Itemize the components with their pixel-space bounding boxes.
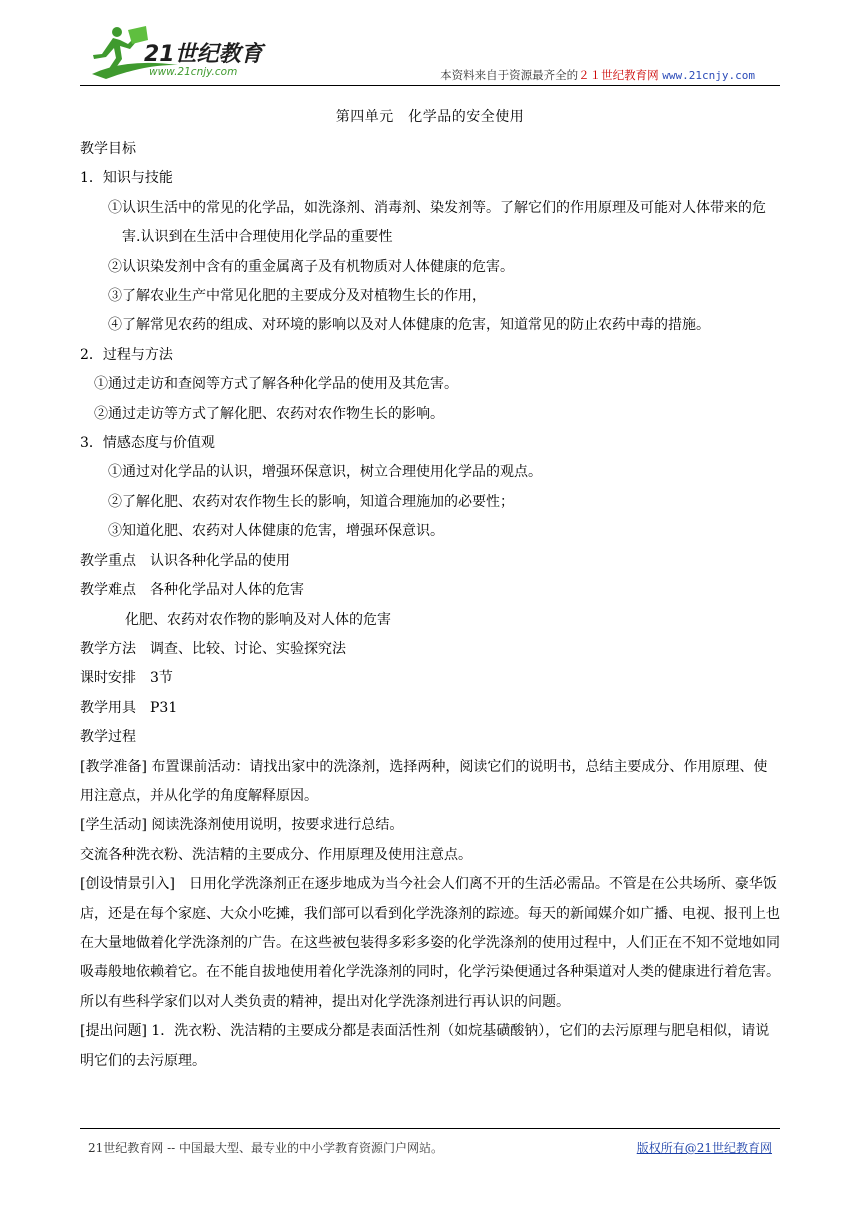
list-item: ①通过对化学品的认识，增强环保意识，树立合理使用化学品的观点。 bbox=[108, 464, 542, 481]
subsection-heading: 1．知识与技能 bbox=[80, 170, 173, 187]
copyright-link[interactable]: 版权所有@21世纪教育网 bbox=[636, 1141, 772, 1155]
difficulty-continued: 化肥、农药对农作物的影响及对人体的危害 bbox=[125, 611, 391, 628]
paragraph: [教学准备] 布置课前活动：请找出家中的洗涤剂，选择两种，阅读它们的说明书，总结主要成分、作用原理、使用注意点，并从化学的角度解释原因。 bbox=[80, 758, 768, 804]
list-item: ③了解农业生产中常见化肥的主要成分及对植物生长的作用， bbox=[108, 288, 486, 305]
paragraph: [学生活动] 阅读洗涤剂使用说明，按要求进行总结。 bbox=[80, 817, 404, 834]
difficulty: 教学难点 各种化学品对人体的危害 bbox=[80, 582, 304, 599]
header-source-note bbox=[440, 67, 755, 83]
footer-divider bbox=[80, 1128, 780, 1129]
list-item: ④了解常见农药的组成、对环境的影响以及对人体健康的危害，知道常见的防止农药中毒的措施。 bbox=[108, 317, 710, 334]
document-title: 第四单元 化学品的安全使用 bbox=[335, 109, 525, 125]
paragraph: [提出问题] 1．洗衣粉、洗洁精的主要成分都是表面活性剂（如烷基磺酸钠），它们的去污原理与肥皂相似，请说明它们的去污原理。 bbox=[80, 1023, 770, 1069]
list-item: ②了解化肥、农药对农作物生长的影响，知道合理施加的必要性； bbox=[108, 493, 514, 510]
subsection-heading: 3．情感态度与价值观 bbox=[80, 435, 215, 452]
list-item: ③知道化肥、农药对人体健康的危害，增强环保意识。 bbox=[108, 523, 444, 540]
key-point: 教学重点 认识各种化学品的使用 bbox=[80, 552, 290, 569]
svg-text:www.21cnjy.com: www.21cnjy.com bbox=[149, 66, 238, 78]
source-prefix: 本资料来自于资源最齐全的 bbox=[440, 68, 579, 82]
section-heading: 教学目标 bbox=[80, 141, 136, 157]
list-item: ①通过走访和查阅等方式了解各种化学品的使用及其危害。 bbox=[94, 376, 458, 393]
list-item: ②通过走访等方式了解化肥、农药对农作物生长的影响。 bbox=[94, 405, 444, 422]
svg-text:21世纪教育: 21世纪教育 bbox=[144, 42, 263, 67]
site-logo[interactable] bbox=[86, 24, 286, 86]
header-divider bbox=[80, 85, 780, 86]
document-body bbox=[80, 135, 780, 1076]
list-item: ①认识生活中的常见的化学品，如洗涤剂、消毒剂、染发剂等。了解它们的作用原理及可能对人体带来的危害.认识到在生活中合理使用化学品的重要性 bbox=[108, 199, 766, 246]
source-url-link[interactable]: www.21cnjy.com bbox=[662, 69, 755, 82]
class-schedule: 课时安排 3节 bbox=[80, 670, 173, 687]
section-heading: 教学过程 bbox=[80, 729, 136, 746]
list-item: ②认识染发剂中含有的重金属离子及有机物质对人体健康的危害。 bbox=[108, 258, 514, 275]
subsection-heading: 2．过程与方法 bbox=[80, 346, 173, 363]
runner-logo-icon bbox=[86, 24, 286, 86]
footer-text: 21世纪教育网 -- 中国最大型、最专业的中小学教育资源门户网站。 bbox=[88, 1141, 444, 1155]
teaching-method: 教学方法 调查、比较、讨论、实验探究法 bbox=[80, 640, 346, 657]
source-name: ２１世纪教育网 bbox=[578, 68, 659, 82]
paragraph: 交流各种洗衣粉、洗洁精的主要成分、作用原理及使用注意点。 bbox=[80, 846, 472, 863]
teaching-tools: 教学用具 P31 bbox=[80, 699, 178, 716]
paragraph: [创设情景引入] 日用化学洗涤剂正在逐步地成为当今社会人们离不开的生活必需品。不管是在公共场所、豪华饭店，还是在每个家庭、大众小吃摊，我们部可以看到化学洗涤剂的踪迹。每天的新闻媒介如广播、电视、报刊上也在大量地做着化学洗涤剂的广告。在这些被包装得多彩多姿的化学洗涤剂的使用过程中，人们正在不知不觉地如同吸毒般地依赖着它。在不能自拔地使用着化学洗涤剂的同时，化学污染便通过各种渠道对人类的健康进行着危害。所以有些科学家们以对人类负责的精神，提出对化学洗涤剂进行再认识的问题。 bbox=[80, 876, 780, 1010]
